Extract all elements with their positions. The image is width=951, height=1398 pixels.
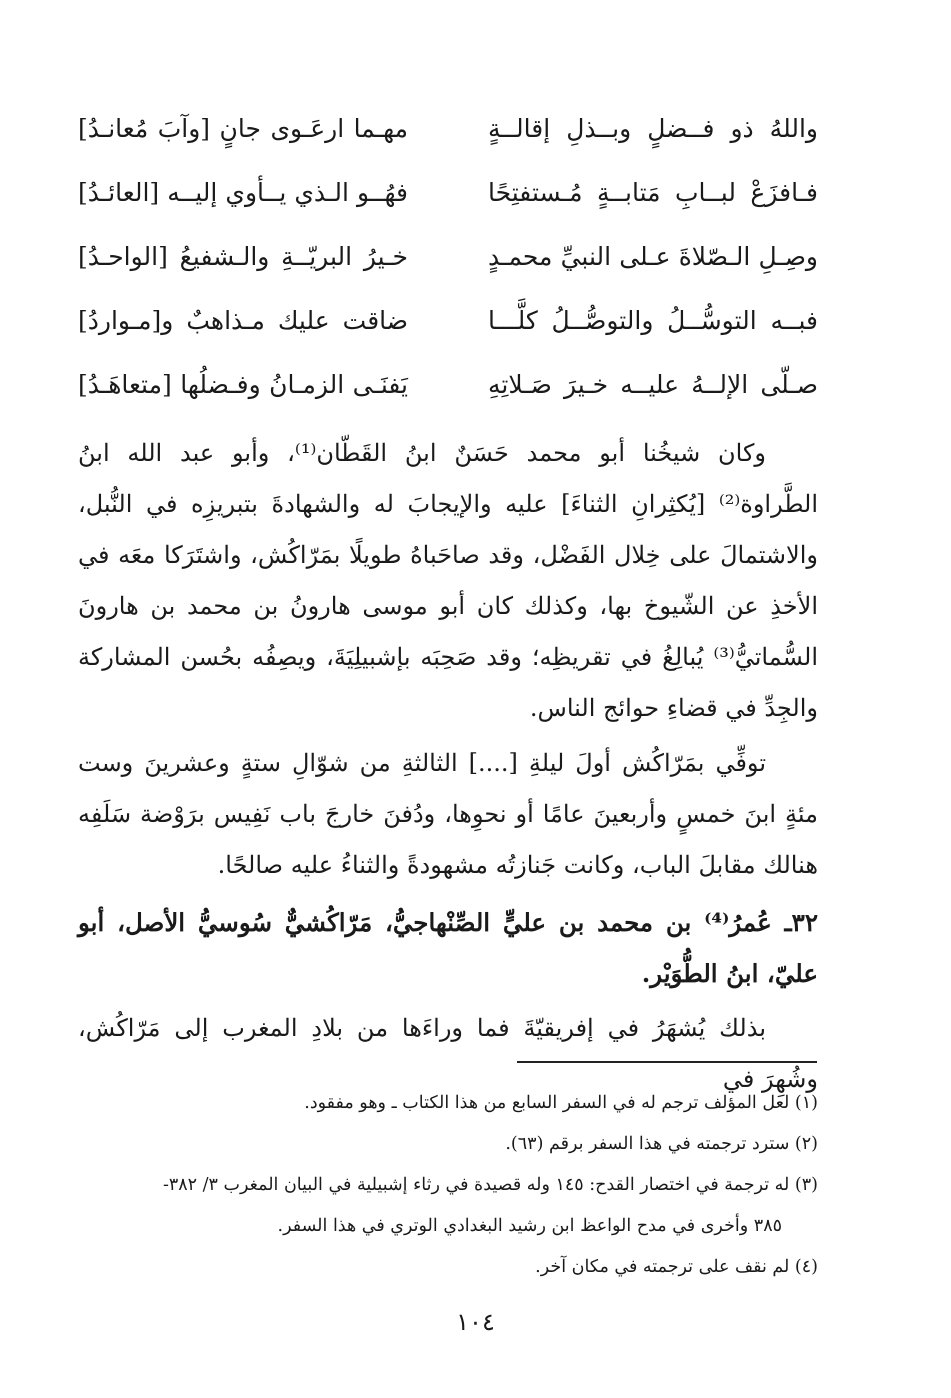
footnote-separator xyxy=(517,1061,817,1063)
body-text xyxy=(78,428,818,1105)
verse-second-hemistich: مهـما ارعَـوى جانٍ [وآبَ مُعانـدُ] xyxy=(78,113,408,143)
verse-first-hemistich: صـلّى الإلــهُ عليــه خـيرَ صَـلاتِهِ xyxy=(488,369,818,399)
footnote xyxy=(78,1247,818,1288)
verse-second-hemistich: ضاقت عليك مـذاهبٌ و[مـواردُ] xyxy=(78,305,408,335)
paragraph: بذلك يُشهَرُ في إفريقيّةَ فما وراءَها من بلادِ المغرب إلى مَرّاكُش، وشُهِرَ في xyxy=(78,1014,818,1093)
poem-verse xyxy=(78,96,818,160)
page-number: ١٠٤ xyxy=(456,1308,495,1336)
poem-verse xyxy=(78,224,818,288)
poem-verse xyxy=(78,288,818,352)
verse-first-hemistich: واللهُ ذو فــضلٍ وبــذلِ إقالــةٍ xyxy=(488,113,818,143)
footnote xyxy=(78,1083,818,1124)
footnote-text: (٤) لم نقف على ترجمته في مكان آخر. xyxy=(535,1257,818,1277)
footnote-text: (١) لعل المؤلف ترجم له في السفر السابع من هذا الكتاب ـ وهو مفقود. xyxy=(304,1093,818,1113)
poem xyxy=(78,96,818,416)
verse-second-hemistich: خـيرُ البريّــةِ والـشفيعُ [الواحـدُ] xyxy=(78,241,408,271)
footnote-text: (٢) سترد ترجمته في هذا السفر برقم (٦٣). xyxy=(505,1134,818,1154)
paragraph: وكان شيخُنا أبو محمد حَسَنٌ ابنُ القَطّان⁽¹⁾، وأبو عبد الله ابنُ الطَّراوة⁽²⁾ [يُكثِرانِ الثناءَ] عليه والإيجابَ له والشهادةَ بتبريزِه في النُّبل، والاشتمالَ على خِلال الفَضْل، وقد صاحَباهُ طويلًا بمَرّاكُش، واشتَرَكا معَه في الأخذِ عن الشّيوخ بها، وكذلك كان أبو موسى هارونُ بن محمد بن هارونَ السُّماتيُّ⁽³⁾ يُبالِغُ في تقريظِه؛ وقد صَحِبَه بإشبيلِيَةَ، ويصِفُه بحُسن المشاركة والجِدِّ في قضاءِ حوائج الناس. xyxy=(78,439,818,722)
footnotes xyxy=(78,1083,818,1288)
biography-entry-heading: ٣٢ـ عُمرُ⁽⁴⁾ بن محمد بن عليٍّ الصِّنْهاجيُّ، مَرّاكُشيٌّ سُوسيُّ الأصل، أبو عليّ، ابنُ الطُّوَيْر. xyxy=(78,908,818,988)
page-body xyxy=(78,96,818,1105)
verse-first-hemistich: فـافزَعْ لبــابِ مَتابــةٍ مُـستفتِحًا xyxy=(488,177,818,207)
footnote xyxy=(78,1165,818,1247)
verse-second-hemistich: فهُــو الـذي يــأوي إليــه [العائـدُ] xyxy=(78,177,408,207)
verse-second-hemistich: يَفنَـى الزمـانُ وفـضلُها [متعاهَـدُ] xyxy=(78,369,408,399)
footnote-continuation: ٣٨٥ وأخرى في مدح الواعظ ابن رشيد البغدادي الوتري في هذا السفر. xyxy=(277,1216,782,1236)
footnote xyxy=(78,1124,818,1165)
footnote-text: (٣) له ترجمة في اختصار القدح: ١٤٥ وله قصيدة في رثاء إشبيلية في البيان المغرب ٣/ ٣٨٢- xyxy=(162,1175,818,1195)
verse-first-hemistich: فبــه التوسُّــلُ والتوصُّــلُ كلَّـــا xyxy=(488,305,818,335)
poem-verse xyxy=(78,160,818,224)
poem-verse xyxy=(78,352,818,416)
paragraph: توفِّي بمَرّاكُش أولَ ليلةِ [....] الثالثةِ من شوّالِ ستةٍ وعشرينَ وست مئةٍ ابنَ خمسٍ وأربعينَ عامًا أو نحوِها، ودُفنَ خارجَ باب نَفِيس برَوْضة سَلَفِه هنالك مقابلَ الباب، وكانت جَنازتُه مشهودةً والثناءُ عليه صالحًا. xyxy=(78,749,818,879)
verse-first-hemistich: وصِـلِ الـصّلاةَ عـلى النبيِّ محمـدٍ xyxy=(488,241,818,271)
